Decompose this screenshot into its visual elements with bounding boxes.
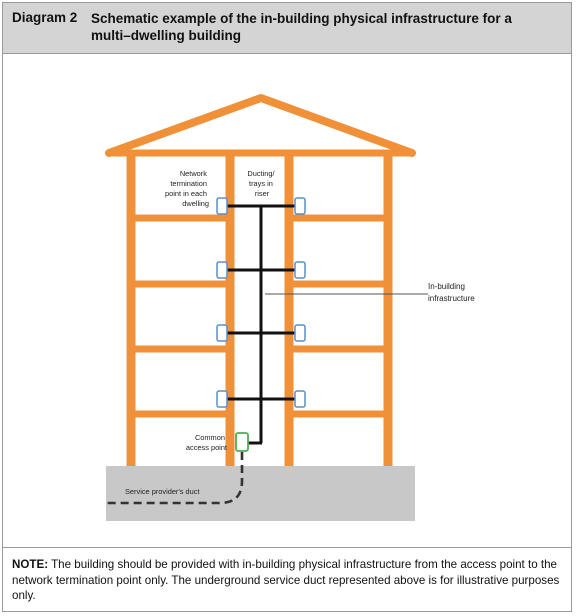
infrastructure-label: In-building infrastructure <box>428 282 475 303</box>
diagram-frame <box>2 2 572 612</box>
building-schematic <box>3 3 571 543</box>
ntp-label: Network termination point in each dwelling <box>165 169 209 208</box>
diagram-title: Schematic example of the in-building physical infrastructure for a multi–dwelling building <box>91 11 512 43</box>
common-access-point-box <box>236 433 248 451</box>
note-box <box>3 547 571 613</box>
diagram-number: Diagram 2 <box>12 10 78 25</box>
roof <box>109 98 412 153</box>
note-text: The building should be provided with in-building physical infrastructure from the access point to the network termination point only. The underground service duct represented above is for illustrative purposes only. <box>12 558 560 602</box>
service-duct-label: Service provider's duct <box>125 487 200 496</box>
note-prefix: NOTE: <box>12 558 49 571</box>
ducting-label: Ducting/ trays in riser <box>247 169 275 198</box>
access-point-label: Common access point <box>185 433 227 452</box>
